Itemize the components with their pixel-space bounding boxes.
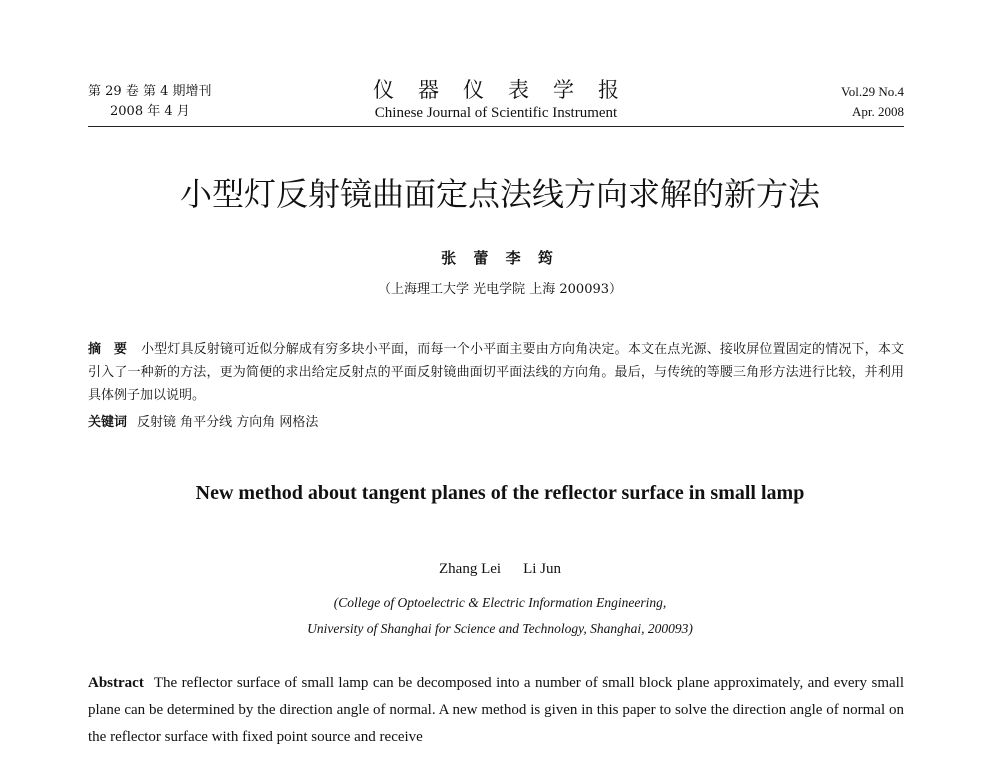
abstract-label-en: Abstract <box>88 675 144 691</box>
date-cn: 2008 年 4 月 <box>110 104 190 119</box>
affiliation-en-line-1: (College of Optoelectric & Electric Information Engineering, <box>333 595 667 610</box>
journal-name-en: Chinese Journal of Scientific Instrument <box>374 105 618 121</box>
header-right <box>841 82 904 122</box>
abstract-en <box>88 670 904 751</box>
affiliation-en-line-2: University of Shanghai for Science and Technology, Shanghai, 200093) <box>307 621 693 636</box>
affiliation-cn: （上海理工大学 光电学院 上海 200093） <box>377 282 623 297</box>
keywords-text-cn: 反射镜 角平分线 方向角 网格法 <box>137 415 319 430</box>
affiliation-en <box>0 590 1000 642</box>
authors-en <box>0 561 1000 578</box>
abstract-text-cn: 小型灯具反射镜可近似分解成有穷多块小平面，而每一个小平面主要由方向角决定。本文在点光源、接收屏位置固定的情况下，本文引入了一种新的方法，更为简便的求出给定反射点的平面反射镜曲面切平面法线的方向角。最后，与传统的等腰三角形方法进行比较，并利用具体例子加以说明。 <box>88 342 904 403</box>
date-en: Apr. 2008 <box>852 104 904 119</box>
paper-title-cn: 小型灯反射镜曲面定点法线方向求解的新方法 <box>179 175 820 213</box>
abstract-cn <box>88 338 904 407</box>
journal-name-cn: 仪器仪表学报 <box>373 78 643 102</box>
header-center <box>88 76 904 122</box>
author-2-en: Li Jun <box>523 561 561 577</box>
abstract-label-cn: 摘 要 <box>88 342 131 357</box>
volume-issue-en: Vol.29 No.4 <box>841 84 904 99</box>
journal-header <box>88 76 904 127</box>
keywords-label-cn: 关键词 <box>88 415 128 430</box>
abstract-text-en: The reflector surface of small lamp can be decomposed into a number of small block plane approximately, and every small plane can be determined by the direction angle of normal. A new method is given in this paper to solve the direction angle of normal on the reflector surface with fixed point source and receive <box>88 675 904 745</box>
keywords-cn <box>88 412 904 434</box>
volume-issue-cn: 第 29 卷 第 4 期增刊 <box>88 84 212 99</box>
authors-cn: 张 蕾 李 筠 <box>441 249 559 267</box>
author-1-en: Zhang Lei <box>439 561 502 577</box>
paper-title-en: New method about tangent planes of the reflector surface in small lamp <box>195 482 805 504</box>
